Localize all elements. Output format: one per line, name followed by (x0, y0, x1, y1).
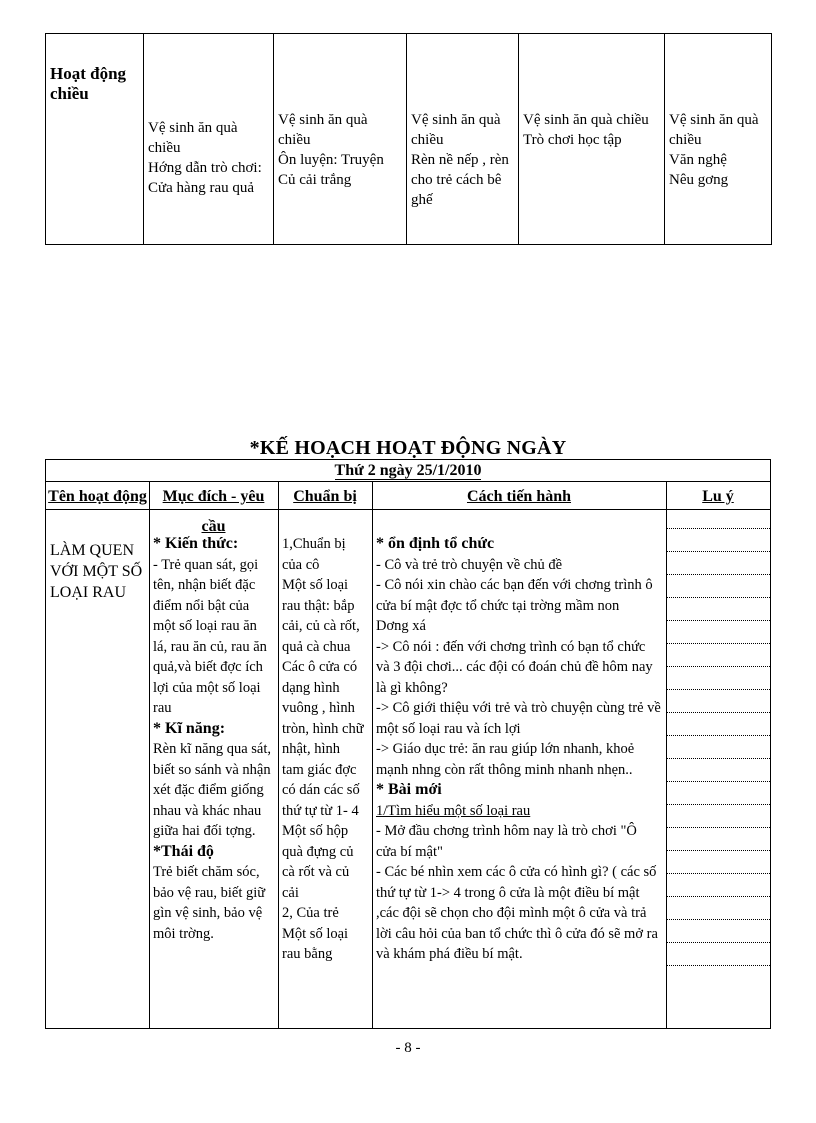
purpose-line: - Trẻ quan sát, gọi (153, 556, 259, 573)
purpose-line: lá, rau ăn củ, rau ăn (153, 638, 267, 655)
purpose-line: lợi của một số loại (153, 679, 261, 696)
note-dotted-line (666, 643, 770, 644)
prepare-line: cải, củ cà rốt, (282, 618, 360, 634)
afternoon-day-2 (274, 34, 407, 245)
method-cell (376, 534, 666, 965)
method-line: - Mở đầu chơng trình hôm nay là trò chơi "Ô (376, 823, 637, 839)
purpose-line: nhau và khác nhau (153, 802, 262, 819)
prepare-line: cải (282, 884, 299, 901)
afternoon-day-3 (407, 34, 519, 245)
prepare-line: Một số loại (282, 925, 349, 942)
prepare-line: của cô (282, 556, 320, 573)
afternoon-activity-line: chiều (669, 132, 702, 148)
top-schedule-table (45, 33, 772, 245)
prepare-line: nhật, hình (282, 741, 340, 757)
afternoon-activity-line: Trò chơi học tập (523, 132, 622, 148)
prepare-line: rau thật: bắp (282, 597, 355, 614)
note-dotted-line (666, 781, 770, 782)
purpose-cell (153, 534, 277, 944)
note-dotted-line (666, 620, 770, 621)
purpose-line: gìn vệ sinh, bảo vệ (153, 905, 263, 921)
note-dotted-line (666, 965, 770, 966)
prepare-cell (282, 534, 372, 965)
header-note: Lu ý (666, 482, 770, 510)
prepare-line: vuông , hình (282, 700, 355, 716)
afternoon-activity-line: cho trẻ cách bê (411, 172, 502, 188)
method-line: mạnh nhng còn rất thông minh nhanh nhẹn.. (376, 761, 633, 778)
header-method: Cách tiến hành (372, 482, 666, 510)
method-line: là gì không? (376, 679, 448, 696)
note-dotted-line (666, 735, 770, 736)
purpose-line: * Kĩ năng: (153, 719, 226, 737)
activity-name-line: LÀM QUEN (50, 542, 134, 559)
method-line: -> Cô giới thiệu với trẻ và trò chuyện cùng trẻ về (376, 700, 661, 716)
afternoon-activity-line: Củ cải trắng (278, 172, 352, 188)
afternoon-activity-line: Văn nghệ (669, 152, 727, 168)
prepare-line: quả cà chua (282, 638, 351, 655)
afternoon-activity-label: Hoạt động chiều (50, 64, 127, 103)
method-line: cửa bí mật đợc tổ chức tại trờng mầm non (376, 597, 620, 614)
plan-date-row (46, 460, 770, 482)
prepare-line: dạng hình (282, 679, 340, 696)
afternoon-activity-header (46, 34, 144, 245)
note-dotted-line (666, 758, 770, 759)
prepare-line: Một số hộp (282, 823, 349, 839)
afternoon-activity-line: ghế (411, 192, 433, 208)
prepare-line: 1,Chuẩn bị (282, 536, 346, 552)
purpose-line: giữa hai đối tợng. (153, 823, 256, 839)
method-line: * ổn định tổ chức (376, 535, 495, 552)
note-dotted-line (666, 689, 770, 690)
note-dotted-line (666, 574, 770, 575)
afternoon-activity-line: Ôn luyện: Truyện (278, 152, 384, 168)
purpose-line: điểm nổi bật của (153, 597, 250, 614)
column-divider (372, 481, 373, 1028)
daily-plan-table (45, 459, 771, 1029)
header-purpose: Mục đích - yêu cầu (149, 482, 278, 510)
method-line: - Cô và trẻ trò chuyện về chủ đề (376, 556, 563, 573)
method-line: và khám phá điều bí mật. (376, 946, 523, 962)
afternoon-activity-line: Vệ sinh ăn quà (411, 112, 501, 128)
note-dotted-line (666, 942, 770, 943)
afternoon-activity-line: Vệ sinh ăn quà chiều (523, 112, 649, 128)
method-line: và 3 đội chơi... các đội có đoán chủ đề hôm nay (376, 659, 653, 675)
header-prepare: Chuẩn bị (278, 482, 372, 510)
afternoon-activity-line: Vệ sinh ăn quà (148, 120, 238, 136)
method-line: thứ tự từ 1-> 4 trong ô cửa là một điều bí mật (376, 884, 640, 901)
activity-name-line: VỚI MỘT SỐ (50, 563, 143, 580)
method-line: lời câu hỏi của ban tổ chức thì ô cửa đó sẽ mở ra (376, 925, 658, 942)
note-dotted-line (666, 804, 770, 805)
page-number: - 8 - (395, 1040, 421, 1056)
afternoon-day-1 (144, 34, 274, 245)
prepare-line: có dán các số (282, 782, 360, 798)
header-activity: Tên hoạt động (46, 482, 149, 510)
afternoon-activity-line: Cửa hàng rau quả (148, 180, 255, 196)
purpose-line: * Kiến thức: (153, 535, 239, 552)
afternoon-activity-line: chiều (411, 132, 444, 148)
method-line: ,các đội sẽ chọn cho đội mình một ô cửa và trả (376, 905, 647, 921)
prepare-line: thứ tự từ 1- 4 (282, 802, 359, 819)
purpose-line: Trẻ biết chăm sóc, (153, 864, 260, 880)
note-dotted-line (666, 551, 770, 552)
note-dotted-line (666, 827, 770, 828)
column-divider (666, 481, 667, 1028)
column-divider (149, 481, 150, 1028)
method-line: Dơng xá (376, 618, 426, 634)
prepare-line: quà đựng củ (282, 843, 354, 860)
plan-date: Thứ 2 ngày 25/1/2010 (334, 462, 482, 479)
plan-title: *KẾ HOẠCH HOẠT ĐỘNG NGÀY (249, 437, 567, 459)
afternoon-activity-line: Rèn nề nếp , rèn (411, 152, 509, 168)
afternoon-day-4 (519, 34, 665, 245)
method-line: một số loại rau và ích lợi (376, 720, 521, 737)
purpose-line: môi trờng. (153, 925, 214, 942)
activity-name-cell (50, 540, 147, 603)
purpose-line: biết so sánh và nhận (153, 761, 271, 778)
method-line: - Cô nói xin chào các bạn đến với chơng trình ô (376, 577, 653, 593)
purpose-line: quả,và biết đợc ích (153, 659, 263, 675)
purpose-line: một số loại rau ăn (153, 618, 257, 634)
note-dotted-line (666, 896, 770, 897)
prepare-line: Các ô cửa có (282, 659, 358, 675)
prepare-line: 2, Của trẻ (282, 905, 339, 921)
note-dotted-line (666, 528, 770, 529)
afternoon-activity-line: Nêu gơng (669, 172, 729, 188)
purpose-line: xét đặc điểm giống (153, 782, 264, 798)
method-line: cửa bí mật" (376, 843, 443, 860)
prepare-line: tròn, hình chữ (282, 720, 364, 737)
afternoon-activity-line: Hớng dẫn trò chơi: (148, 160, 262, 176)
method-line: -> Giáo dục trẻ: ăn rau giúp lớn nhanh, khoẻ (376, 741, 635, 757)
method-line: -> Cô nói : đến với chơng trình có bạn tổ chức (376, 638, 646, 655)
afternoon-activity-line: Vệ sinh ăn quà (278, 112, 368, 128)
purpose-line: rau (153, 700, 172, 716)
note-dotted-line (666, 850, 770, 851)
purpose-line: tên, nhận biết đặc (153, 577, 256, 593)
method-line: * Bài mới (376, 781, 442, 798)
activity-name-line: LOẠI RAU (50, 584, 126, 601)
note-dotted-line (666, 712, 770, 713)
note-dotted-line (666, 919, 770, 920)
note-dotted-line (666, 873, 770, 874)
afternoon-activity-line: chiều (278, 132, 311, 148)
prepare-line: cà rốt và củ (282, 864, 350, 880)
prepare-line: tam giác đợc (282, 761, 357, 778)
method-line: 1/Tìm hiểu một số loại rau (376, 802, 531, 819)
method-line: - Các bé nhìn xem các ô cửa có hình gì? ( các số (376, 864, 657, 880)
afternoon-activity-line: chiều (148, 140, 181, 156)
purpose-line: *Thái độ (153, 842, 214, 860)
purpose-line: bảo vệ rau, biết giữ (153, 884, 266, 901)
afternoon-day-5 (665, 34, 772, 245)
prepare-line: Một số loại (282, 577, 349, 593)
prepare-line: rau bằng (282, 946, 333, 962)
column-divider (278, 481, 279, 1028)
purpose-line: Rèn kĩ năng qua sát, (153, 741, 271, 757)
afternoon-activity-line: Vệ sinh ăn quà (669, 112, 759, 128)
note-dotted-line (666, 666, 770, 667)
note-dotted-line (666, 597, 770, 598)
